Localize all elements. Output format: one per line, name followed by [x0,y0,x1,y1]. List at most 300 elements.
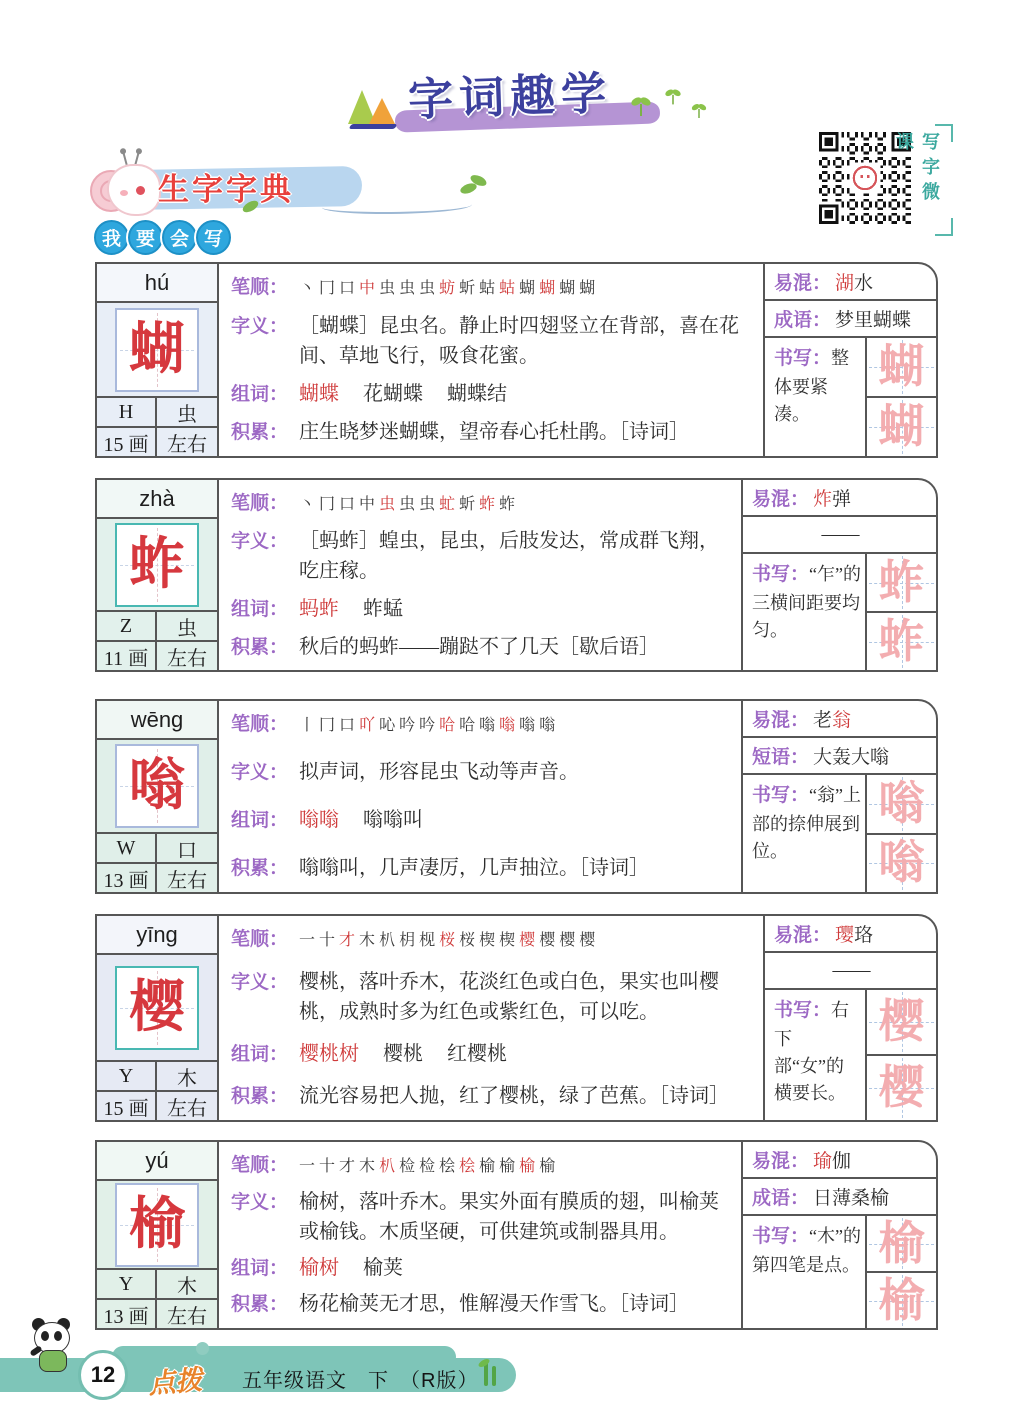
stroke-step: 楔 [499,932,516,949]
character-box [115,1183,199,1267]
initial-letter: W [97,834,157,864]
stroke-step: 桧 [459,1158,476,1175]
main-character: 蚱 [129,533,185,596]
stroke-order-label: 笔顺： [231,714,289,735]
meaning-label: 字义： [231,1191,289,1213]
accumulation-label: 积累： [231,1086,289,1108]
structure-type: 左右 [167,433,207,456]
idiom-row: —— [743,517,936,554]
practice-character: 蚱 [878,556,925,608]
accumulation-text: 秋后的蚂蚱——蹦跶不了几天［歇后语］ [299,635,659,658]
stroke-count: 13 画 [97,1300,157,1328]
stroke-step: 蚱 [479,496,496,513]
stroke-step: 冂 [319,496,336,513]
confusable-word [835,268,873,295]
pinyin-label: yīng [97,916,217,955]
stroke-step: 榆 [499,1158,516,1175]
stroke-step: 中 [359,280,376,297]
bamboo-icon [480,1360,502,1388]
stroke-count: 13 画 [97,864,157,892]
stroke-order-row [231,1150,733,1181]
words-label: 组词： [231,810,289,832]
confusable-char: 水 [854,273,874,294]
confusable-char: 珞 [854,925,874,946]
character-card [95,914,938,1122]
stroke-step: 一 [299,932,316,949]
radical: 虫 [157,612,217,642]
word-item: 嗡嗡叫 [363,809,423,832]
radical: 木 [157,1062,217,1092]
confusable-word [813,484,851,511]
practice-cell [867,1056,936,1120]
radical: 木 [157,1270,217,1300]
practice-cells [867,554,936,670]
card-side-column [743,1142,936,1328]
page-title: 字词趣学 [407,67,613,126]
stroke-step: 木 [359,1158,376,1175]
idiom-text: 日薄桑榆 [813,1188,890,1209]
practice-cell [867,1216,936,1273]
radical: 口 [157,834,217,864]
character-box [115,966,199,1050]
stroke-step: 吟 [399,717,416,734]
character-area [97,740,217,834]
stroke-step: 虻 [439,496,456,513]
card-main-column [219,916,765,1120]
words-list [299,805,733,835]
card-side-column [743,701,936,892]
character-card [95,478,938,672]
meaning-row [231,311,755,371]
stroke-step: 嗡 [479,717,496,734]
character-card [95,1140,938,1330]
stroke-step: 蚚 [459,496,476,513]
card-main-column [219,264,765,456]
pinyin-label: wēng [97,701,217,740]
card-left-column [97,480,219,670]
stroke-order-row [231,709,733,740]
stroke-step: 冂 [319,280,336,297]
meaning-label: 字义： [231,531,289,552]
confusable-row [765,264,936,301]
main-character: 蝴 [129,318,185,381]
practice-cells [867,990,936,1120]
confusable-char: 弹 [832,489,852,510]
meaning-text: 拟声词，形容昆虫飞动等声音。 [299,761,579,784]
character-box [115,744,199,828]
stroke-step: 枂 [399,932,416,949]
words-list [299,379,755,409]
stroke-step: 吖 [359,717,376,734]
writing-tip-text: 右下部“女”的横要长。 [774,1000,850,1103]
stroke-step: 虫 [379,280,396,297]
stroke-step: 吟 [419,717,436,734]
stroke-step: 检 [399,1158,416,1175]
idiom-row [743,738,936,775]
meaning-row [231,526,733,586]
confusable-char: 炸 [813,489,833,510]
stroke-order-row [231,924,755,955]
words-row [231,594,733,625]
stroke-step: 丨 [299,717,316,734]
character-meta [97,612,217,670]
writing-area [743,775,936,892]
writing-label: 书写： [752,785,810,806]
idiom-label: 成语： [774,310,832,331]
stroke-step: 十 [319,932,336,949]
stroke-order-label: 笔顺： [231,493,289,514]
accumulation-label: 积累： [231,422,289,444]
writing-tip-text: “翁”上部的捺伸展到位。 [752,785,861,861]
stroke-step: 樱 [579,932,596,949]
meaning-label: 字义： [231,315,289,337]
practice-character: 嗡 [878,837,925,889]
stroke-step: 哈 [459,717,476,734]
confusable-label: 易混： [752,1151,810,1172]
stroke-step: 榆 [479,1158,496,1175]
pinyin-label: zhà [97,480,217,519]
structure-type: 左右 [167,1097,207,1120]
practice-cells [867,338,936,456]
confusable-row [743,1142,936,1179]
initial-letter: Y [97,1270,157,1300]
stroke-step: 朳 [379,932,396,949]
stroke-order-label: 笔顺： [231,277,289,298]
qr-code [819,130,947,230]
words-label: 组词： [231,598,289,620]
stroke-order-row [231,488,733,519]
stroke-step: 樱 [539,932,556,949]
page-header [340,62,710,142]
stroke-order-steps [299,924,755,954]
accumulation-row [231,853,733,884]
words-row [231,805,733,836]
meaning-row [231,967,755,1027]
practice-character: 蝴 [878,341,925,392]
words-label: 组词： [231,1257,289,1279]
banner-tail [322,198,472,214]
stroke-step: 口 [339,496,356,513]
stroke-step: 嗡 [519,717,536,734]
accumulation-row [231,1289,733,1320]
card-side-column [765,264,936,456]
stroke-step: 丶 [299,280,316,297]
stroke-step: 蚚 [459,280,476,297]
card-main-column [219,480,743,670]
words-list [299,594,733,624]
character-meta [97,1062,217,1120]
mountain-icon [368,98,396,126]
stroke-step: 冂 [319,717,336,734]
word-item: 蝴蝶结 [447,382,507,405]
writing-tip [765,990,867,1120]
pinyin-label: yú [97,1142,217,1181]
practice-cells [867,775,936,892]
word-item: 嗡嗡 [299,809,339,832]
word-item: 榆树 [299,1256,339,1279]
word-item: 花蝴蝶 [363,382,423,405]
character-box [115,308,199,392]
meaning-row [231,1187,733,1247]
practice-cell [867,835,936,893]
confusable-char: 瑜 [813,1151,833,1172]
confusable-char: 湖 [835,273,855,294]
stroke-step: 一 [299,1158,316,1175]
stroke-order-steps [299,272,755,302]
words-list [299,1253,733,1283]
accumulation-row [231,1081,755,1112]
stroke-order-steps [299,488,733,518]
stroke-step: 朳 [379,1158,396,1175]
practice-cell [867,338,936,398]
writing-tip [765,338,867,456]
stroke-step: 蝴 [539,280,556,297]
main-character: 樱 [129,976,185,1039]
stroke-step: 榆 [519,1158,536,1175]
idiom-label: 短语： [752,747,810,768]
writing-tip [743,1216,867,1328]
confusable-word [813,705,851,732]
character-area [97,519,217,612]
words-row [231,379,755,410]
stroke-step: 桜 [459,932,476,949]
stroke-step: 才 [339,1158,356,1175]
stroke-step: 虫 [399,280,416,297]
confusable-label: 易混： [774,273,832,294]
card-left-column [97,916,219,1120]
subsection-badge [94,220,230,255]
snail-icon [90,152,164,218]
stroke-step: 蛄 [499,280,516,297]
idiom-text: 梦里蝴蝶 [835,310,912,331]
word-item: 红樱桃 [447,1042,507,1065]
stroke-step: 蚱 [499,496,516,513]
character-meta [97,834,217,892]
character-card-list [95,262,938,1330]
badge-char: 要 [128,220,163,255]
confusable-char: 璎 [835,925,855,946]
practice-character: 樱 [878,996,925,1047]
accumulation-row [231,417,755,448]
idiom-row [743,1179,936,1216]
stroke-step: 才 [339,932,356,949]
word-item: 蝴蝶 [299,382,339,405]
practice-cell [867,398,936,456]
writing-area [743,1216,936,1328]
sprout-icon [666,90,680,106]
character-area [97,1181,217,1270]
practice-cell [867,990,936,1056]
dot-decoration [196,1342,209,1355]
stroke-step: 中 [359,496,376,513]
idiom-row [765,301,936,338]
radical: 虫 [157,398,217,428]
confusable-char: 伽 [832,1151,852,1172]
stroke-step: 丶 [299,496,316,513]
stroke-step: 枧 [419,932,436,949]
accumulation-label: 积累： [231,1294,289,1316]
character-area [97,303,217,398]
practice-character: 嗡 [878,777,925,829]
confusable-row [743,701,936,738]
stroke-step: 虫 [419,280,436,297]
stroke-order-row [231,272,755,303]
character-meta [97,1270,217,1328]
stroke-step: 楔 [479,932,496,949]
qr-label: 写字微课 [894,132,940,207]
practice-cell [867,775,936,835]
badge-char: 我 [94,220,129,255]
idiom-row: —— [765,953,936,990]
main-character: 嗡 [129,755,185,817]
badge-char: 写 [196,220,231,255]
stroke-count: 15 画 [97,1092,157,1120]
stroke-step: 口 [339,280,356,297]
writing-tip-text: 整体要紧凑。 [774,348,850,424]
stroke-count: 15 画 [97,428,157,456]
meaning-text: 樱桃，落叶乔木，花淡红色或白色，果实也叫樱桃，成熟时多为红色或紫红色，可以吃。 [299,970,719,1023]
character-meta [97,398,217,456]
card-side-column [765,916,936,1120]
meaning-label: 字义： [231,762,289,784]
writing-tip [743,775,867,892]
practice-character: 蚱 [878,615,925,667]
writing-label: 书写： [774,1000,832,1021]
accumulation-label: 积累： [231,858,289,880]
accumulation-label: 积累： [231,636,289,658]
meaning-text: ［蝴蝶］昆虫名。静止时四翅竖立在背部，喜在花间、草地飞行，吸食花蜜。 [299,314,739,367]
words-label: 组词： [231,1043,289,1065]
stroke-step: 蝴 [519,280,536,297]
practice-cells [867,1216,936,1328]
word-item: 蚂蚱 [299,597,339,620]
writing-area [765,990,936,1120]
meaning-text: ［蚂蚱］蝗虫，昆虫，后肢发达，常成群飞翔，吃庄稼。 [299,530,719,582]
accumulation-row [231,632,733,663]
practice-character: 榆 [878,1274,925,1326]
stroke-step: 十 [319,1158,336,1175]
practice-character: 榆 [878,1217,925,1269]
accumulation-text: 杨花榆荚无才思，惟解漫天作雪飞。［诗词］ [299,1293,689,1316]
mountain-shadow [349,124,398,129]
meaning-text: 榆树，落叶乔木。果实外面有膜质的翅，叫榆荚或榆钱。木质坚硬，可供建筑或制器具用。 [299,1190,719,1243]
badge-char: 会 [162,220,197,255]
practice-character: 樱 [878,1062,925,1113]
pinyin-label: hú [97,264,217,303]
practice-cell [867,554,936,613]
structure-type: 左右 [167,647,207,670]
panda-icon [30,1318,76,1372]
initial-letter: Y [97,1062,157,1092]
stroke-step: 口 [339,717,356,734]
card-left-column [97,701,219,892]
word-item: 樱桃树 [299,1042,359,1065]
words-row [231,1253,733,1284]
stroke-step: 检 [419,1158,436,1175]
confusable-char: 老 [813,710,833,731]
character-card [95,262,938,458]
stroke-step: 樱 [559,932,576,949]
stroke-step: 蝴 [579,280,596,297]
stroke-step: 榆 [539,1158,556,1175]
stroke-step: 蛄 [479,280,496,297]
meaning-label: 字义： [231,971,289,993]
stroke-step: 木 [359,932,376,949]
confusable-word [813,1146,851,1173]
page-footer [0,1348,1019,1400]
character-area [97,955,217,1062]
stroke-step: 桧 [439,1158,456,1175]
stroke-order-label: 笔顺： [231,929,289,950]
writing-tip [743,554,867,670]
accumulation-text: 庄生晓梦迷蝴蝶，望帝春心托杜鹃。［诗词］ [299,421,689,444]
stroke-step: 吣 [379,717,396,734]
stroke-step: 虫 [399,496,416,513]
stroke-order-label: 笔顺： [231,1155,289,1176]
card-side-column [743,480,936,670]
practice-cell [867,1273,936,1328]
meaning-row [231,757,733,788]
character-box [115,523,199,607]
word-item: 榆荚 [363,1256,403,1279]
brand-logo: 点拨 [147,1364,204,1400]
structure-type: 左右 [167,869,207,892]
confusable-label: 易混： [774,925,832,946]
words-row [231,1039,755,1070]
stroke-count: 11 画 [97,642,157,670]
sprout-icon [692,105,706,120]
accumulation-text: 流光容易把人抛，红了樱桃，绿了芭蕉。［诗词］ [299,1085,729,1108]
writing-tip-text: “木”的第四笔是点。 [752,1226,861,1275]
card-left-column [97,264,219,456]
words-label: 组词： [231,383,289,405]
confusable-row [743,480,936,517]
stroke-step: 虫 [379,496,396,513]
initial-letter: Z [97,612,157,642]
book-label: 五年级语文 下 （R版） [242,1370,479,1392]
main-character: 榆 [129,1193,185,1256]
practice-cell [867,613,936,670]
stroke-step: 虫 [419,496,436,513]
section-title: 生字字典 [158,172,294,207]
stroke-step: 蝴 [559,280,576,297]
word-item: 蚱蜢 [363,597,403,620]
writing-area [743,554,936,670]
stroke-step: 嗡 [499,717,516,734]
word-item: 樱桃 [383,1042,423,1065]
stroke-step: 哈 [439,717,456,734]
card-main-column [219,1142,743,1328]
card-left-column [97,1142,219,1328]
confusable-char: 翁 [832,710,852,731]
confusable-label: 易混： [752,489,810,510]
idiom-label: 成语： [752,1188,810,1209]
section-header [92,146,432,226]
stroke-order-steps [299,1150,733,1180]
words-list [299,1039,755,1069]
character-card [95,699,938,894]
confusable-row [765,916,936,953]
practice-character: 蝴 [878,401,925,452]
confusable-word [835,920,873,947]
writing-label: 书写： [752,1226,810,1247]
initial-letter: H [97,398,157,428]
writing-label: 书写： [774,348,832,369]
stroke-step: 樱 [519,932,536,949]
page-number: 12 [78,1350,128,1400]
writing-label: 书写： [752,564,810,585]
structure-type: 左右 [167,1305,207,1328]
